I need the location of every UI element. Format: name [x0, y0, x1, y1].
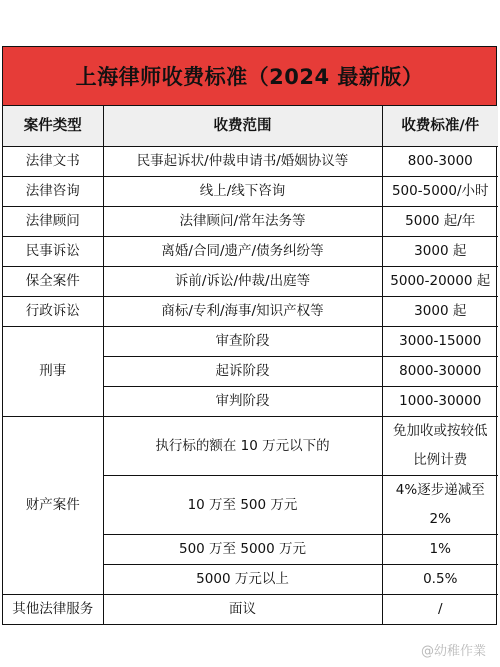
fee-cell: 1%	[382, 535, 498, 565]
header-case-type: 案件类型	[3, 106, 103, 147]
fee-line: 4%逐步递减至	[395, 482, 485, 498]
fee-cell: 1000-30000	[382, 387, 498, 417]
case-type-cell: 其他法律服务	[3, 595, 103, 625]
fee-cell: 3000 起	[382, 237, 498, 267]
fee-cell	[382, 417, 498, 476]
scope-cell: 审判阶段	[103, 387, 382, 417]
fee-table-card	[2, 46, 497, 625]
case-type-cell: 保全案件	[3, 267, 103, 297]
table-row	[3, 237, 498, 267]
scope-cell: 审查阶段	[103, 327, 382, 357]
fee-cell: /	[382, 595, 498, 625]
table-row	[3, 147, 498, 177]
fee-line: 比例计费	[413, 452, 468, 468]
table-title: 上海律师收费标准（2024 最新版）	[3, 47, 496, 106]
scope-cell: 民事起诉状/仲裁申请书/婚姻协议等	[103, 147, 382, 177]
fee-cell: 8000-30000	[382, 357, 498, 387]
watermark: @幼稚作業	[420, 644, 486, 659]
header-row	[3, 106, 498, 147]
scope-cell: 起诉阶段	[103, 357, 382, 387]
fee-cell: 3000-15000	[382, 327, 498, 357]
table-row	[3, 207, 498, 237]
fee-cell: 800-3000	[382, 147, 498, 177]
case-type-cell: 民事诉讼	[3, 237, 103, 267]
fee-cell: 3000 起	[382, 297, 498, 327]
fee-table	[3, 106, 498, 624]
case-type-cell: 行政诉讼	[3, 297, 103, 327]
table-row	[3, 327, 498, 357]
scope-cell: 10 万至 500 万元	[103, 476, 382, 535]
scope-cell: 500 万至 5000 万元	[103, 535, 382, 565]
scope-cell: 离婚/合同/遗产/债务纠纷等	[103, 237, 382, 267]
scope-cell: 5000 万元以上	[103, 565, 382, 595]
scope-cell: 商标/专利/海事/知识产权等	[103, 297, 382, 327]
case-type-cell: 法律顾问	[3, 207, 103, 237]
case-type-cell: 法律咨询	[3, 177, 103, 207]
fee-cell: 5000-20000 起	[382, 267, 498, 297]
header-scope: 收费范围	[103, 106, 382, 147]
scope-cell: 线上/线下咨询	[103, 177, 382, 207]
case-type-cell-criminal: 刑事	[3, 327, 103, 417]
case-type-cell-property: 财产案件	[3, 417, 103, 595]
header-fee: 收费标准/件	[382, 106, 498, 147]
table-row	[3, 297, 498, 327]
fee-line: 免加收或按较低	[393, 423, 488, 439]
table-row	[3, 417, 498, 476]
table-row	[3, 177, 498, 207]
table-row	[3, 595, 498, 625]
scope-cell: 面议	[103, 595, 382, 625]
scope-cell: 执行标的额在 10 万元以下的	[103, 417, 382, 476]
case-type-cell: 法律文书	[3, 147, 103, 177]
scope-cell: 法律顾问/常年法务等	[103, 207, 382, 237]
scope-cell: 诉前/诉讼/仲裁/出庭等	[103, 267, 382, 297]
table-row	[3, 267, 498, 297]
fee-cell: 500-5000/小时	[382, 177, 498, 207]
fee-line: 2%	[429, 511, 451, 527]
fee-cell	[382, 476, 498, 535]
fee-cell: 0.5%	[382, 565, 498, 595]
fee-cell: 5000 起/年	[382, 207, 498, 237]
